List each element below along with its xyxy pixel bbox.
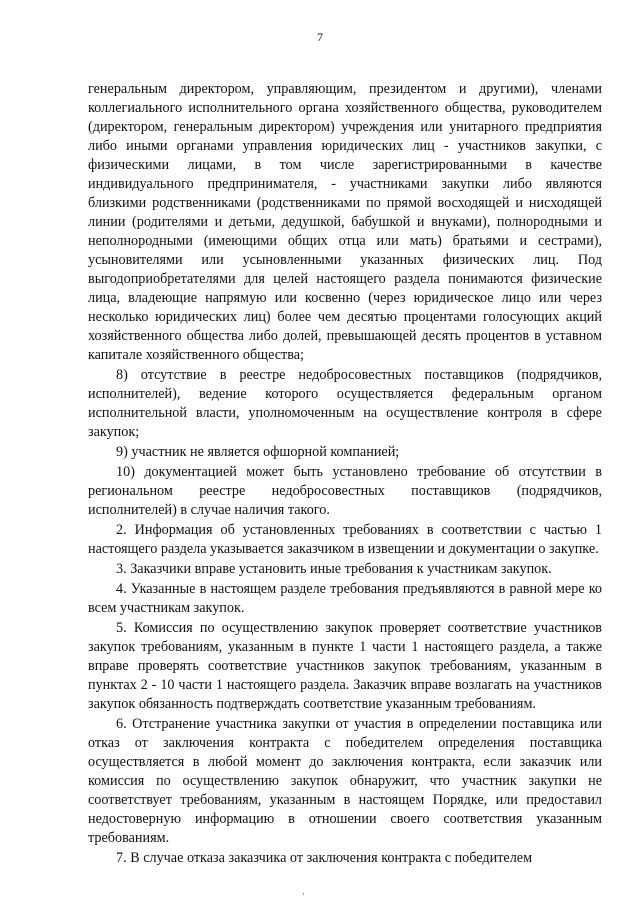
paragraph-item-10: 10) документацией может быть установлено требование об отсутствии в региональном реестре недобросовестных поставщиков (подрядчиков, исполнителей) в случае наличия такого. (88, 464, 602, 518)
page-number: 7 (317, 30, 323, 44)
paragraph-item-9: 9) участник не является офшорной компанией; (116, 444, 400, 460)
paragraph-2: 2. Информация об установленных требованиях в соответствии с частью 1 настоящего раздела указывается заказчиком в извещении и документации о закупке. (88, 522, 602, 557)
footer-mark: · (302, 889, 305, 899)
paragraph-4: 4. Указанные в настоящем разделе требования предъявляются в равной мере ко всем участникам закупок. (88, 581, 602, 616)
paragraph-continuation: генеральным директором, управляющим, президентом и другими), членами коллегиального исполнительного органа хозяйственного общества, руководителем (директором, генеральным директором) учреждения или унитарного предприятия либо иными органами управления юридических лиц - участников закупки, с физическими лицами, в том числе зарегистрированными в качестве индивидуального предпринимателя, - участниками закупки либо являются близкими родственниками (родственниками по прямой восходящей и нисходящей линии (родителями и детьми, дедушкой, бабушкой и внуками), полнородными и неполнородными (имеющими общих отца или мать) братьями и сестрами), усыновителями или усыновленными указанных физических лиц. Под выгодоприобретателями для целей настоящего раздела понимаются физические лица, владеющие напрямую или косвенно (через юридическое лицо или через несколько юридических лиц) более чем десятью процентами голосующих акций хозяйственного общества либо долей, превышающей десять процентов в уставном капитале хозяйственного общества; (88, 81, 602, 363)
paragraph-3: 3. Заказчики вправе установить иные требования к участникам закупок. (116, 561, 552, 577)
paragraph-item-8: 8) отсутствие в реестре недобросовестных поставщиков (подрядчиков, исполнителей), ведение которого осуществляется федеральным органом исполнительной власти, уполномоченным на осуществление контроля в сфере закупок; (88, 367, 602, 440)
paragraph-7: 7. В случае отказа заказчика от заключения контракта с победителем (116, 850, 533, 866)
paragraph-6: 6. Отстранение участника закупки от участия в определении поставщика или отказ от заключения контракта с победителем определения поставщика осуществляется в любой момент до заключения контракта, если заказчик или комиссия по осуществлению закупок обнаружит, что участник закупки не соответствует требованиям, указанным в настоящем Порядке, или предоставил недостоверную информацию в отношении своего соответствия указанным требованиям. (88, 716, 602, 846)
paragraph-5: 5. Комиссия по осуществлению закупок проверяет соответствие участников закупок требованиям, указанным в пункте 1 части 1 настоящего раздела, а также вправе проверять соответствие участников закупок требованиям, указанным в пунктах 2 - 10 части 1 настоящего раздела. Заказчик вправе возлагать на участников закупок обязанность подтверждать соответствие указанным требованиям. (88, 620, 602, 712)
document-body (88, 80, 602, 868)
